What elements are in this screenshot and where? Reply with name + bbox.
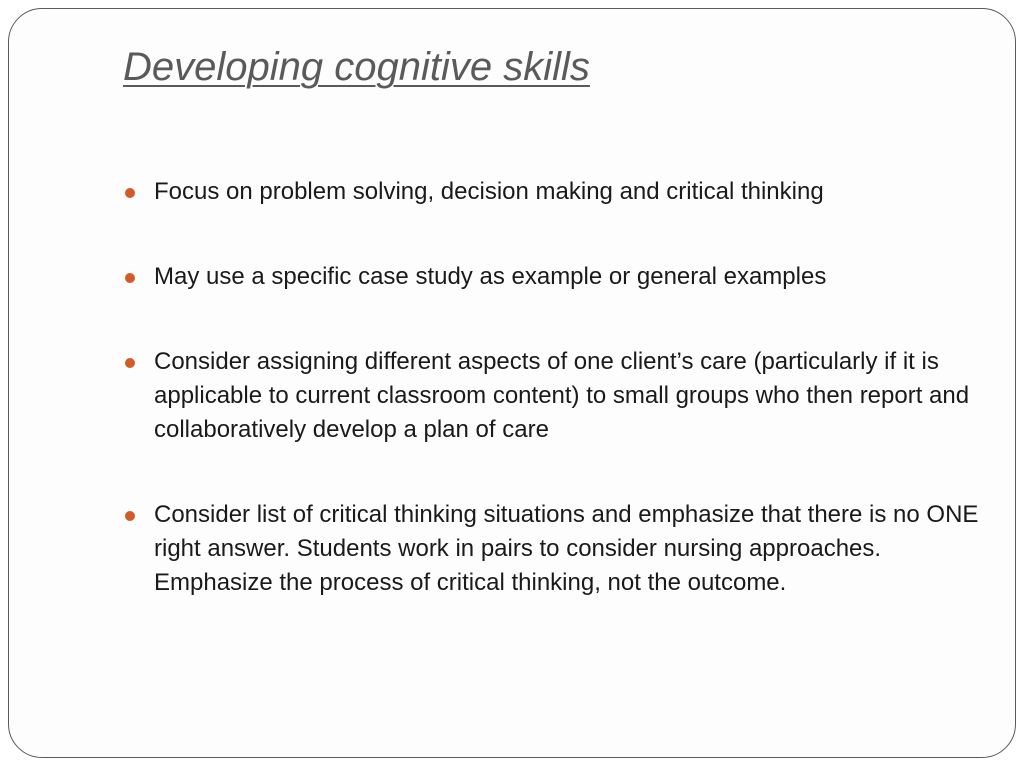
list-item	[125, 498, 985, 600]
bullet-list	[125, 175, 985, 600]
slide-title: Developing cognitive skills	[123, 45, 590, 89]
bullet-dot-icon	[125, 188, 135, 198]
slide-frame	[8, 8, 1016, 758]
bullet-dot-icon	[125, 273, 135, 283]
bullet-text: May use a specific case study as example or general examples	[154, 263, 827, 290]
list-item	[125, 260, 985, 294]
list-item	[125, 345, 985, 447]
bullet-dot-icon	[125, 511, 135, 521]
bullet-text: Consider assigning different aspects of one client’s care (particularly if it is applicable to current classroom content) to small groups who then report and collaboratively develop a plan of care	[154, 348, 970, 443]
bullet-dot-icon	[125, 358, 135, 368]
bullet-text: Consider list of critical thinking situations and emphasize that there is no ONE right answer. Students work in pairs to consider nursing approaches. Emphasize the process of critical thinking, not the outcome.	[154, 501, 979, 596]
bullet-text: Focus on problem solving, decision making and critical thinking	[154, 178, 824, 205]
list-item	[125, 175, 985, 209]
